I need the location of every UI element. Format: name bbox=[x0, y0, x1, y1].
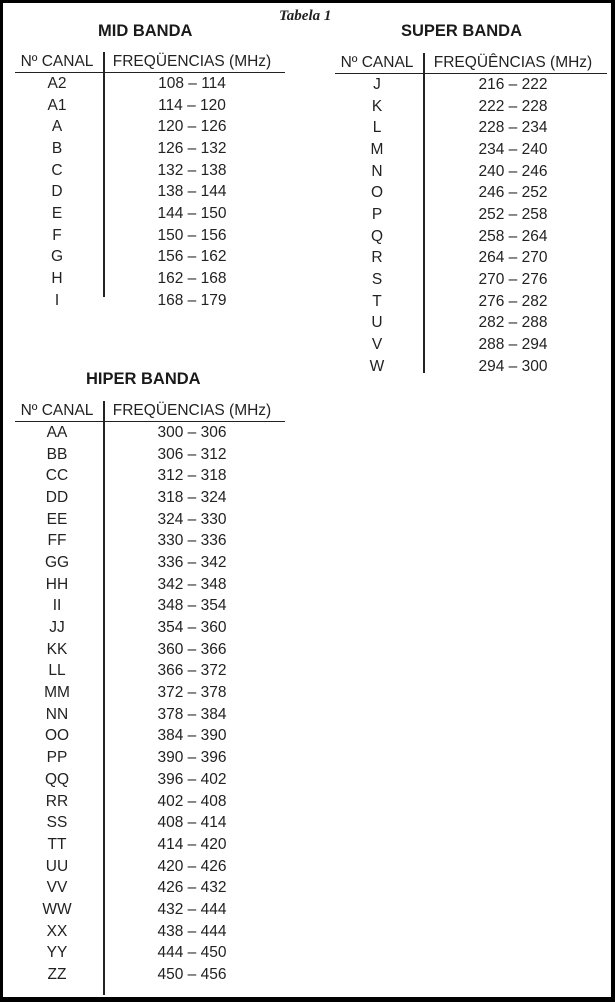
channel-cell: F bbox=[52, 226, 62, 244]
channel-cell: TT bbox=[47, 835, 67, 853]
channel-cell: U bbox=[371, 314, 383, 332]
channel-cell: L bbox=[372, 119, 382, 137]
channel-cell: II bbox=[52, 597, 62, 615]
channel-cell: UU bbox=[45, 857, 69, 875]
channel-cell: BB bbox=[46, 445, 68, 463]
frequency-cell: 108 – 114 bbox=[158, 74, 226, 92]
super-banda-table bbox=[335, 51, 607, 378]
table-row bbox=[15, 290, 285, 312]
table-row bbox=[15, 964, 285, 986]
table-row bbox=[15, 95, 285, 117]
channel-cell: N bbox=[371, 162, 383, 180]
table-row bbox=[15, 769, 285, 791]
channel-cell: J bbox=[373, 75, 381, 93]
channel-cell: I bbox=[54, 291, 60, 309]
frequency-cell: 390 – 396 bbox=[157, 749, 227, 767]
channel-cell: EE bbox=[46, 510, 68, 528]
column-divider bbox=[103, 52, 105, 297]
channel-cell: JJ bbox=[49, 619, 65, 637]
frequency-cell: 120 – 126 bbox=[157, 118, 227, 136]
table-row bbox=[335, 161, 607, 183]
frequency-cell: 396 – 402 bbox=[157, 770, 227, 788]
channel-cell: MM bbox=[44, 684, 70, 702]
channel-cell: W bbox=[369, 357, 385, 375]
table-row bbox=[15, 268, 285, 290]
table-row bbox=[15, 444, 285, 466]
table-row bbox=[335, 291, 607, 313]
frequency-cell: 258 – 264 bbox=[478, 227, 548, 245]
channel-cell: YY bbox=[46, 944, 68, 962]
channel-cell: WW bbox=[42, 900, 72, 918]
frequency-cell: 312 – 318 bbox=[157, 467, 227, 485]
table-row bbox=[15, 138, 285, 160]
channel-cell: SS bbox=[46, 814, 68, 832]
channel-cell: FF bbox=[47, 532, 67, 550]
channel-cell: VV bbox=[46, 879, 68, 897]
frequency-cell: 426 – 432 bbox=[157, 879, 227, 897]
table-row bbox=[15, 921, 285, 943]
table-row bbox=[15, 487, 285, 509]
channel-cell: B bbox=[51, 139, 63, 157]
channel-cell: R bbox=[371, 249, 383, 267]
table-row bbox=[15, 704, 285, 726]
frequency-cell: 144 – 150 bbox=[157, 204, 227, 222]
table-row bbox=[15, 247, 285, 269]
channel-cell: O bbox=[370, 184, 384, 202]
frequency-cell: 132 – 138 bbox=[157, 161, 227, 179]
mid-banda-title: MID BANDA bbox=[98, 22, 193, 40]
header-frequencias: FREQÜENCIAS (MHz) bbox=[112, 53, 272, 70]
table-body bbox=[15, 73, 285, 312]
table-row bbox=[15, 812, 285, 834]
table-row bbox=[15, 73, 285, 95]
channel-cell: D bbox=[51, 183, 63, 201]
frequency-cell: 126 – 132 bbox=[157, 139, 227, 157]
channel-cell: ZZ bbox=[47, 966, 67, 984]
channel-cell: A1 bbox=[47, 96, 67, 114]
frequency-cell: 438 – 444 bbox=[157, 922, 227, 940]
table-row bbox=[335, 269, 607, 291]
table-row bbox=[15, 791, 285, 813]
table-row bbox=[15, 509, 285, 531]
frequency-cell: 324 – 330 bbox=[157, 510, 227, 528]
frequency-cell: 276 – 282 bbox=[478, 292, 548, 310]
channel-cell: E bbox=[51, 204, 63, 222]
table-row bbox=[15, 596, 285, 618]
super-banda-title: SUPER BANDA bbox=[401, 22, 523, 40]
table-row bbox=[335, 204, 607, 226]
channel-cell: CC bbox=[45, 467, 69, 485]
table-row bbox=[335, 96, 607, 118]
channel-cell: LL bbox=[48, 662, 66, 680]
mid-banda-table bbox=[15, 50, 285, 312]
frequency-cell: 156 – 162 bbox=[157, 248, 227, 266]
table-row bbox=[335, 313, 607, 335]
frequency-cell: 366 – 372 bbox=[157, 662, 227, 680]
channel-cell: C bbox=[51, 161, 63, 179]
hiper-banda-table bbox=[15, 399, 285, 986]
channel-cell: V bbox=[371, 336, 383, 354]
document-page bbox=[3, 3, 611, 997]
table-row bbox=[15, 856, 285, 878]
channel-cell: G bbox=[50, 248, 64, 266]
frequency-cell: 240 – 246 bbox=[478, 162, 548, 180]
header-frequencias: FREQÜÊNCIAS (MHz) bbox=[433, 54, 593, 71]
header-canal: Nº CANAL bbox=[20, 53, 94, 70]
frequency-cell: 336 – 342 bbox=[157, 553, 227, 571]
table-header bbox=[15, 399, 285, 422]
frequency-cell: 264 – 270 bbox=[478, 249, 548, 267]
table-row bbox=[15, 877, 285, 899]
table-row bbox=[15, 943, 285, 965]
channel-cell: QQ bbox=[44, 770, 70, 788]
frequency-cell: 318 – 324 bbox=[157, 488, 227, 506]
frequency-cell: 384 – 390 bbox=[157, 727, 227, 745]
channel-cell: T bbox=[372, 292, 382, 310]
frequency-cell: 282 – 288 bbox=[478, 314, 548, 332]
table-row bbox=[15, 726, 285, 748]
table-row bbox=[15, 617, 285, 639]
table-row bbox=[335, 248, 607, 270]
frequency-cell: 306 – 312 bbox=[157, 445, 227, 463]
frequency-cell: 114 – 120 bbox=[158, 96, 226, 114]
table-row bbox=[15, 203, 285, 225]
table-row bbox=[335, 117, 607, 139]
table-row bbox=[335, 226, 607, 248]
table-header bbox=[15, 50, 285, 73]
header-canal: Nº CANAL bbox=[20, 402, 94, 419]
frequency-cell: 228 – 234 bbox=[478, 119, 548, 137]
table-row bbox=[15, 530, 285, 552]
channel-cell: PP bbox=[46, 749, 68, 767]
channel-cell: M bbox=[370, 140, 384, 158]
table-row bbox=[335, 139, 607, 161]
table-body bbox=[335, 74, 607, 378]
channel-cell: HH bbox=[45, 575, 69, 593]
frequency-cell: 342 – 348 bbox=[157, 575, 227, 593]
frequency-cell: 402 – 408 bbox=[157, 792, 227, 810]
frequency-cell: 294 – 300 bbox=[478, 357, 548, 375]
frequency-cell: 414 – 420 bbox=[157, 835, 227, 853]
channel-cell: KK bbox=[46, 640, 68, 658]
header-frequencias: FREQÜENCIAS (MHz) bbox=[112, 402, 272, 419]
frequency-cell: 300 – 306 bbox=[157, 423, 227, 441]
frequency-cell: 360 – 366 bbox=[157, 640, 227, 658]
frequency-cell: 216 – 222 bbox=[478, 75, 548, 93]
frequency-cell: 408 – 414 bbox=[157, 814, 227, 832]
frequency-cell: 168 – 179 bbox=[157, 291, 227, 309]
frequency-cell: 444 – 450 bbox=[157, 944, 227, 962]
frequency-cell: 420 – 426 bbox=[157, 857, 227, 875]
frequency-cell: 270 – 276 bbox=[478, 271, 548, 289]
table-row bbox=[15, 116, 285, 138]
frequency-cell: 222 – 228 bbox=[478, 97, 548, 115]
table-row bbox=[15, 639, 285, 661]
frequency-cell: 162 – 168 bbox=[157, 270, 227, 288]
table-row bbox=[15, 552, 285, 574]
hiper-banda-title: HIPER BANDA bbox=[86, 370, 201, 388]
channel-cell: A2 bbox=[47, 74, 67, 92]
frequency-cell: 330 – 336 bbox=[157, 532, 227, 550]
frequency-cell: 372 – 378 bbox=[157, 684, 227, 702]
table-row bbox=[15, 574, 285, 596]
table-header bbox=[335, 51, 607, 74]
channel-cell: H bbox=[51, 270, 63, 288]
table-row bbox=[15, 160, 285, 182]
channel-cell: A bbox=[51, 118, 63, 136]
header-canal: Nº CANAL bbox=[340, 54, 414, 71]
channel-cell: AA bbox=[46, 423, 68, 441]
column-divider bbox=[423, 53, 425, 373]
channel-cell: XX bbox=[46, 922, 68, 940]
frequency-cell: 288 – 294 bbox=[478, 336, 548, 354]
channel-cell: NN bbox=[45, 705, 69, 723]
table-row bbox=[15, 899, 285, 921]
table-row bbox=[335, 356, 607, 378]
frequency-cell: 450 – 456 bbox=[157, 966, 227, 984]
channel-cell: S bbox=[371, 271, 383, 289]
table-caption: Tabela 1 bbox=[279, 8, 332, 24]
frequency-cell: 150 – 156 bbox=[157, 226, 227, 244]
table-row bbox=[335, 182, 607, 204]
frequency-cell: 378 – 384 bbox=[157, 705, 227, 723]
channel-cell: DD bbox=[45, 488, 69, 506]
channel-cell: RR bbox=[45, 792, 69, 810]
table-row bbox=[15, 422, 285, 444]
frequency-cell: 138 – 144 bbox=[157, 183, 227, 201]
table-row bbox=[15, 682, 285, 704]
frequency-cell: 354 – 360 bbox=[157, 619, 227, 637]
frequency-cell: 246 – 252 bbox=[478, 184, 548, 202]
column-divider bbox=[103, 401, 105, 995]
table-row bbox=[15, 225, 285, 247]
table-row bbox=[15, 747, 285, 769]
frequency-cell: 252 – 258 bbox=[478, 205, 548, 223]
table-row bbox=[335, 334, 607, 356]
table-body bbox=[15, 422, 285, 986]
channel-cell: P bbox=[371, 205, 383, 223]
table-row bbox=[15, 834, 285, 856]
frequency-cell: 234 – 240 bbox=[478, 140, 548, 158]
channel-cell: OO bbox=[44, 727, 70, 745]
frequency-cell: 348 – 354 bbox=[157, 597, 227, 615]
table-row bbox=[15, 181, 285, 203]
channel-cell: K bbox=[371, 97, 383, 115]
frequency-cell: 432 – 444 bbox=[157, 900, 227, 918]
channel-cell: GG bbox=[44, 553, 70, 571]
channel-cell: Q bbox=[370, 227, 384, 245]
table-row bbox=[15, 661, 285, 683]
table-row bbox=[15, 465, 285, 487]
table-row bbox=[335, 74, 607, 96]
